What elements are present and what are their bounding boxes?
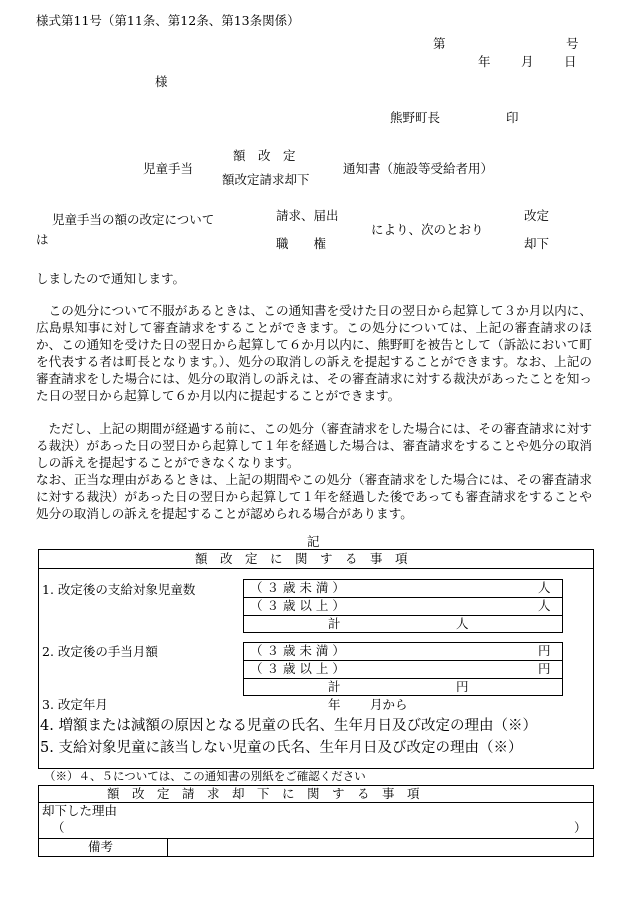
statement-option-request: 請求、届出	[276, 208, 339, 223]
child-count-over3-label: （ ３ 歳 以 上 ）	[250, 598, 345, 613]
title-option-rejection: 額改定請求却下	[222, 172, 310, 187]
remarks-label: 備考	[88, 839, 114, 854]
child-count-over3-unit: 人	[538, 598, 551, 613]
item2-label: 2. 改定後の手当月額	[42, 644, 158, 659]
rejection-header-divider	[38, 802, 594, 803]
title-right: 通知書（施設等受給者用）	[343, 161, 494, 176]
title-option-revision: 額 改 定	[233, 148, 296, 163]
attachment-note: （※）４、５については、この通知書の別紙をご確認ください	[44, 769, 366, 783]
child-count-total-label: 計	[328, 616, 341, 631]
rejection-section-header: 額 改 定 請 求 却 下 に 関 す る 事 項	[107, 786, 420, 801]
child-count-total-divider	[243, 615, 563, 616]
item1-label: 1. 改定後の支給対象児童数	[42, 582, 196, 597]
date-day: 日	[564, 54, 577, 69]
addressee-suffix: 様	[155, 74, 168, 89]
doc-number-go: 号	[566, 36, 579, 51]
rejection-reason-label: 却下した理由	[42, 803, 118, 818]
ki-heading: 記	[307, 534, 320, 549]
child-count-total-unit: 人	[456, 616, 469, 631]
issuer-title: 熊野町長	[390, 110, 441, 125]
monthly-amount-over3-unit: 円	[538, 661, 551, 676]
monthly-amount-total-label: 計	[328, 679, 341, 694]
revision-section-header: 額 改 定 に 関 す る 事 項	[195, 551, 408, 566]
date-month: 月	[521, 54, 534, 69]
instruction-paragraph-3: なお、正当な理由があるときは、上記の期間やこの処分（審査請求をした場合には、その審査請求に対する裁決）があった日の翌日から起算して１年を経過した後であっても審査請求をすることや処分の取消しの訴えを提起することが認められる場合があります。	[36, 472, 593, 521]
rejection-reason-close-paren: ）	[574, 820, 587, 835]
statement-option-rejected: 却下	[524, 236, 550, 251]
child-count-under3-label: （ ３ 歳 未 満 ）	[250, 580, 345, 595]
monthly-amount-under3-unit: 円	[538, 643, 551, 658]
child-count-under3-unit: 人	[538, 580, 551, 595]
statement-option-revised: 改定	[524, 208, 550, 223]
item5-label: 5. 支給対象児童に該当しない児童の氏名、生年月日及び改定の理由（※）	[40, 740, 523, 756]
monthly-amount-under3-label: （ ３ 歳 未 満 ）	[250, 643, 345, 658]
instruction-paragraph-1: この処分について不服があるときは、この通知書を受けた日の翌日から起算して３か月以内に、広島県知事に対して審査請求をすることができます。この処分については、上記の審査請求のほか、この通知を受けた日の翌日から起算して６か月以内に、熊野町を被告として（訴訟において町を代表する者は町長となります。）、処分の取消しの訴えを提起することができます。なお、上記の審査請求をした場合には、処分の取消しの訴えは、その審査請求に対する裁決があったことを知った日の翌日から起算して６か月以内に提起することができます。	[36, 303, 592, 403]
item3-year: 年	[328, 697, 341, 712]
doc-number-dai: 第	[433, 36, 446, 51]
date-year: 年	[478, 54, 491, 69]
item4-label: 4. 増額または減額の原因となる児童の氏名、生年月日及び改定の理由（※）	[40, 718, 537, 734]
remarks-column-divider	[167, 838, 168, 857]
item3-month: 月から	[370, 697, 408, 712]
monthly-amount-total-unit: 円	[456, 679, 469, 694]
title-left: 児童手当	[143, 161, 194, 176]
statement-tail: しましたので通知します。	[36, 271, 186, 286]
statement-lead-ha: は	[36, 232, 49, 247]
statement-lead: 児童手当の額の改定について	[52, 212, 215, 227]
revision-header-divider	[38, 568, 594, 569]
remarks-divider	[38, 838, 594, 839]
instruction-paragraph-2: ただし、上記の期間が経過する前に、この処分（審査請求をした場合には、その審査請求に対する裁決）があった日の翌日から起算して１年を経過した場合は、審査請求をすることや処分の取消しの訴えを提起することができなくなります。	[36, 421, 592, 470]
monthly-amount-total-divider	[243, 678, 563, 679]
seal-mark: 印	[506, 110, 519, 125]
statement-connector: により、次のとおり	[371, 222, 484, 237]
form-number: 様式第11号（第11条、第12条、第13条関係）	[36, 13, 300, 28]
item3-label: 3. 改定年月	[42, 697, 108, 712]
rejection-reason-open-paren: （	[52, 820, 65, 835]
monthly-amount-over3-label: （ ３ 歳 以 上 ）	[250, 661, 345, 676]
statement-option-ex-officio: 職 権	[276, 236, 327, 251]
